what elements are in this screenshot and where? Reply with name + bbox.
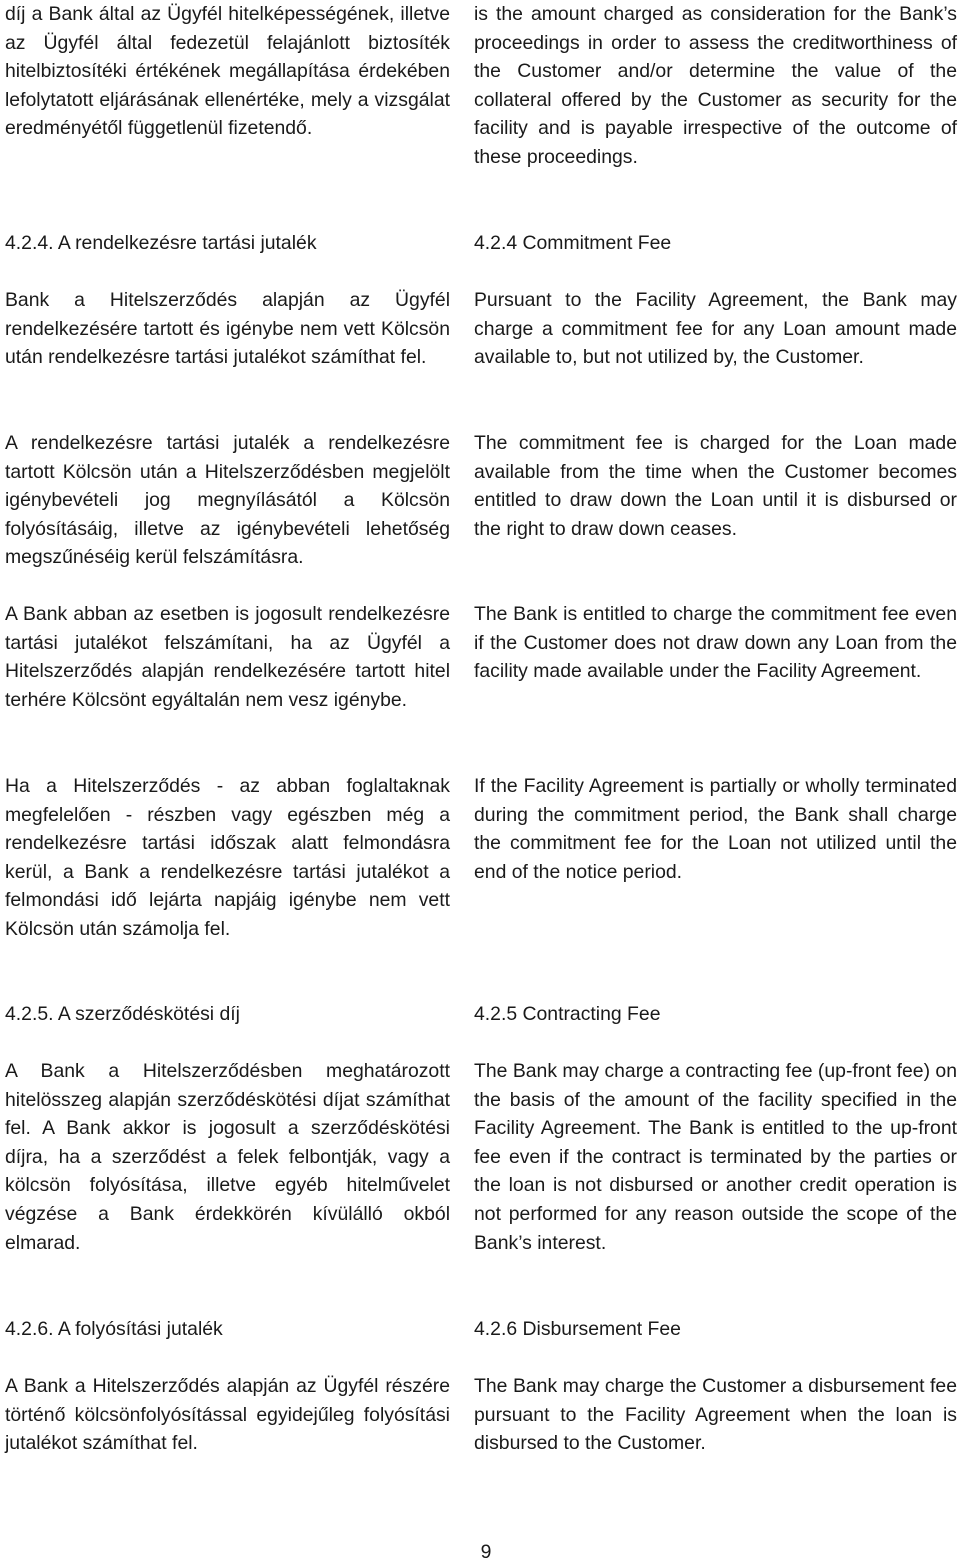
en-heading-425: 4.2.5 Contracting Fee <box>474 1003 661 1025</box>
section-424-para-4 <box>0 772 960 944</box>
en-paragraph-424-4: If the Facility Agreement is partially or wholly terminated during the commitment period, the Bank shall charge the commitment fee for the Loan not utilized until the end of the notice period. <box>474 775 957 883</box>
en-paragraph-426-1: The Bank may charge the Customer a disbursement fee pursuant to the Facility Agreement when the loan is disbursed to the Customer. <box>474 1375 957 1455</box>
en-intro-paragraph: is the amount charged as consideration for the Bank’s proceedings in order to assess the creditworthiness of the Customer and/or determine the value of the collateral offered by the Customer as security for the facility and is payable irrespective of the outcome of these proceedings. <box>474 3 957 168</box>
english-column <box>474 0 957 172</box>
en-paragraph-425-1: The Bank may charge a contracting fee (up-front fee) on the basis of the amount of the facility specified in the Facility Agreement. The Bank is entitled to the up-front fee even if the contract is terminated by the parties or the loan is not disbursed or another credit operation is not performed for any reason outside the scope of the Bank’s interest. <box>474 1060 957 1254</box>
hungarian-column <box>5 0 450 172</box>
page-number: 9 <box>480 1541 492 1563</box>
section-intro <box>0 0 960 172</box>
hu-paragraph-426-1: A Bank a Hitelszerződés alapján az Ügyfél részére történő kölcsönfolyósítással egyidejűleg folyósítási jutalékot számíthat fel. <box>5 1375 450 1455</box>
en-heading-424: 4.2.4 Commitment Fee <box>474 232 672 254</box>
section-424-heading <box>0 229 960 258</box>
section-425-heading <box>0 1000 960 1029</box>
section-425-para-1 <box>0 1057 960 1257</box>
en-paragraph-424-2: The commitment fee is charged for the Loan made available from the time when the Customer becomes entitled to draw down the Loan until it is disbursed or the right to draw down ceases. <box>474 432 957 540</box>
hu-paragraph-425-1: A Bank a Hitelszerződésben meghatározott hitelösszeg alapján szerződéskötési díjat számíthat fel. A Bank akkor is jogosult a szerződéskötési díjra, ha a szerződést a felek felbontják, vagy a kölcsön folyósítása, illetve egyéb hitelművelet végzése a Bank érdekkörén kívülálló okból elmarad. <box>5 1060 450 1254</box>
hu-intro-paragraph: díj a Bank által az Ügyfél hitelképességének, illetve az Ügyfél által fedezetül felajánlott biztosíték hitelbiztosítéki értékének megállapítása érdekében lefolytatott eljárásának ellenértéke, mely a vizsgálat eredményétől függetlenül fizetendő. <box>5 3 450 140</box>
en-heading-426: 4.2.6 Disbursement Fee <box>474 1318 681 1340</box>
en-paragraph-424-3: The Bank is entitled to charge the commitment fee even if the Customer does not draw down any Loan from the facility made available under the Facility Agreement. <box>474 603 957 683</box>
section-424-para-2 <box>0 429 960 572</box>
section-426-para-1 <box>0 1372 960 1458</box>
hu-paragraph-424-4: Ha a Hitelszerződés - az abban foglaltaknak megfelelően - részben vagy egészben még a rendelkezésre tartási időszak alatt felmondásra kerül, a Bank a rendelkezésre tartási jutalékot a felmondási idő lejárta napjáig igénybe nem vett Kölcsön után számolja fel. <box>5 775 450 940</box>
hu-heading-424: 4.2.4. A rendelkezésre tartási jutalék <box>5 232 317 254</box>
hu-paragraph-424-3: A Bank abban az esetben is jogosult rendelkezésre tartási jutalékot felszámítani, ha az Ügyfél a Hitelszerződés alapján rendelkezésére tartott hitel terhére Kölcsönt egyáltalán nem vesz igénybe. <box>5 603 450 711</box>
hu-paragraph-424-2: A rendelkezésre tartási jutalék a rendelkezésre tartott Kölcsön után a Hitelszerződésben megjelölt igénybevételi jog megnyílásától a Kölcsön folyósításáig, illetve az igénybevételi lehetőség megszűnéséig kerül felszámításra. <box>5 432 450 569</box>
section-424-para-1 <box>0 286 960 372</box>
en-paragraph-424-1: Pursuant to the Facility Agreement, the Bank may charge a commitment fee for any Loan amount made available to, but not utilized by, the Customer. <box>474 289 957 369</box>
section-426-heading <box>0 1315 960 1344</box>
hu-paragraph-424-1: Bank a Hitelszerződés alapján az Ügyfél rendelkezésére tartott és igénybe nem vett Kölcsön után rendelkezésre tartási jutalékot számíthat fel. <box>5 289 450 369</box>
hu-heading-425: 4.2.5. A szerződéskötési díj <box>5 1003 240 1025</box>
hu-heading-426: 4.2.6. A folyósítási jutalék <box>5 1318 223 1340</box>
section-424-para-3 <box>0 600 960 714</box>
